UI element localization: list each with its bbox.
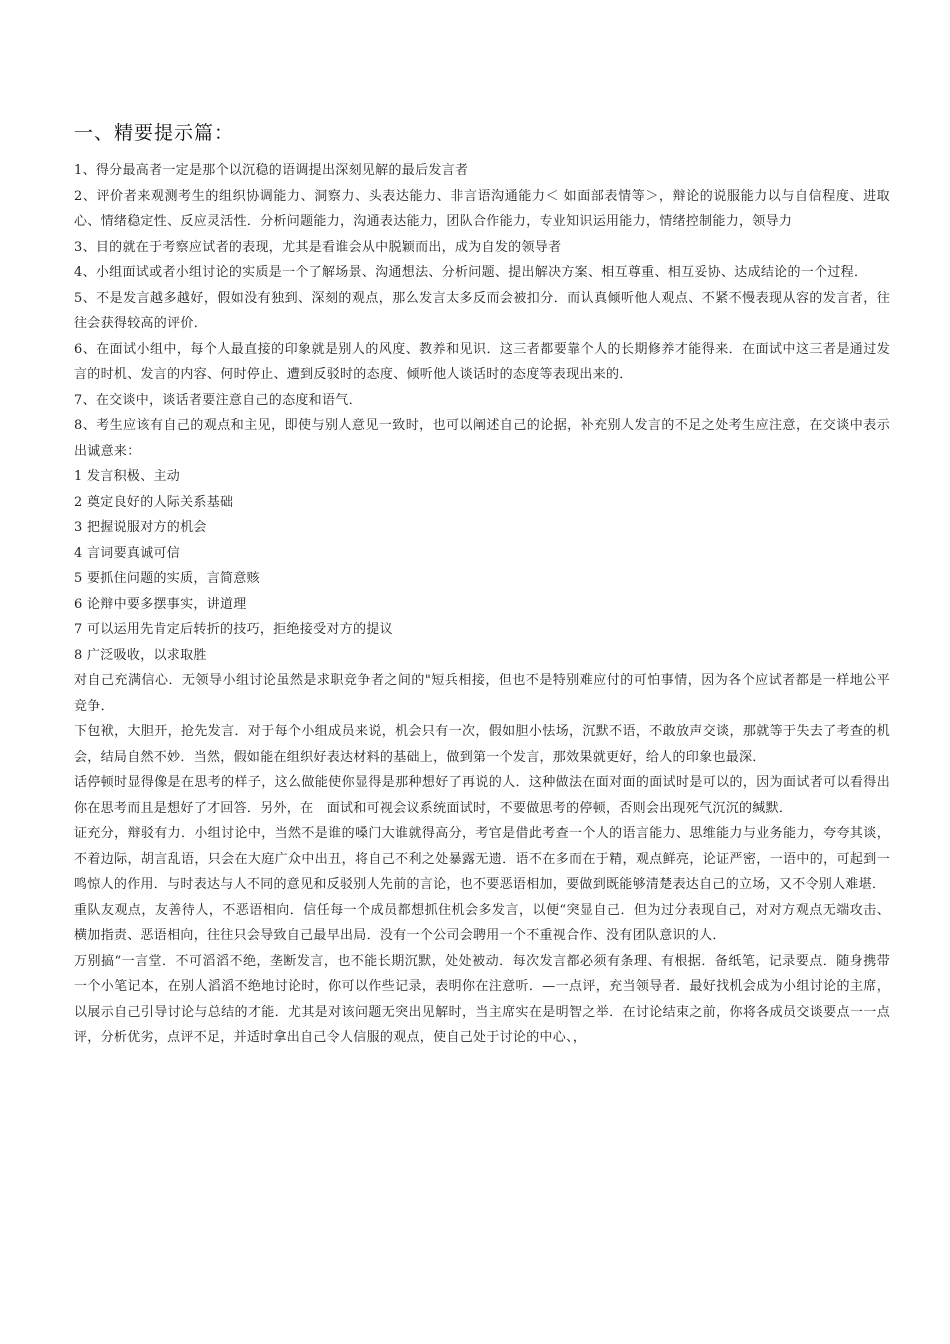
- list-item-7: 7 可以运用先肯定后转折的技巧，拒绝接受对方的提议: [74, 622, 393, 637]
- paragraph-leadership: 万别搞“一言堂．不可滔滔不绝，垄断发言，也不能长期沉默，处处被动．每次发言都必须有条理、有根据．备纸笔，记录要点．随身携带一个小笔记本，在别人滔滔不绝地讨论时，你可以作些记录，表明你在注意听．—一点评，充当领导者．最好找机会成为小组讨论的主席，以展示自己引导讨论与总结的才能．尤其是对该问题无突出见解时，当主席实在是明智之举．在讨论结束之前，你将各成员交谈要点一一点评，分析优劣，点评不足，并适时拿出自己令人信服的观点，使自己处于讨论的中心、，: [74, 953, 890, 1045]
- paragraph-speak-first: 下包袱，大胆开，抢先发言．对于每个小组成员来说，机会只有一次，假如胆小怯场，沉默不语，不敢放声交谈，那就等于失去了考查的机会，结局自然不妙．当然，假如能在组织好表达材料的基础上，做到第一个发言，那效果就更好，给人的印象也最深．: [74, 724, 890, 765]
- paragraph-5: 5、不是发言越多越好，假如没有独到、深刻的观点，那么发言太多反而会被扣分．而认真倾听他人观点、不紧不慢表现从容的发言者，往往会获得较高的评价．: [74, 290, 890, 331]
- list-item-3: 3 把握说服对方的机会: [74, 520, 207, 535]
- paragraph-respect: 重队友观点，友善待人，不恶语相向．信任每一个成员都想抓住机会多发言，以便“突显自己．但为过分表现自己，对对方观点无端攻击、横加指责、恶语相向，往往只会导致自己最早出局．没有一个公司会聘用一个不重视合作、没有团队意识的人．: [74, 902, 890, 943]
- paragraph-8: 8、考生应该有自己的观点和主见，即使与别人意见一致时，也可以阐述自己的论据，补充别人发言的不足之处考生应注意，在交谈中表示出诚意来：: [74, 418, 890, 459]
- paragraph-3: 3、目的就在于考察应试者的表现，尤其是看谁会从中脱颖而出，成为自发的领导者: [74, 239, 562, 255]
- paragraph-7: 7、在交谈中，谈话者要注意自己的态度和语气．: [74, 392, 362, 408]
- document-body: [74, 158, 890, 1051]
- paragraph-confidence: 对自己充满信心．无领导小组讨论虽然是求职竞争者之间的"短兵相接，但也不是特别难应付的可怕事情，因为各个应试者都是一样地公平竞争．: [74, 673, 890, 714]
- paragraph-argument: 证充分，辩驳有力．小组讨论中，当然不是谁的嗓门大谁就得高分，考官是借此考查一个人的语言能力、思维能力与业务能力，夸夸其谈，不着边际，胡言乱语，只会在大庭广众中出丑，将自己不利之处暴露无遗．语不在多而在于精，观点鲜亮，论证严密，一语中的，可起到一鸣惊人的作用．与时表达与人不同的意见和反驳别人先前的言论，也不要恶语相加，要做到既能够清楚表达自己的立场，又不令别人难堪．: [74, 826, 890, 892]
- paragraph-6: 6、在面试小组中，每个人最直接的印象就是别人的风度、教养和见识．这三者都要靠个人的长期修养才能得来．在面试中这三者是通过发言的时机、发言的内容、何时停止、遭到反驳时的态度、倾听他人谈话时的态度等表现出来的．: [74, 341, 890, 382]
- paragraph-2: 2、评价者来观测考生的组织协调能力、洞察力、头表达能力、非言语沟通能力＜ 如面部表情等＞，辩论的说服能力以与自信程度、进取心、情绪稳定性、反应灵活性．分析问题能力，沟通表达能力，团队合作能力，专业知识运用能力，情绪控制能力，领导力: [74, 188, 890, 229]
- section-heading: 一、精要提示篇：: [74, 122, 235, 144]
- list-item-2: 2 奠定良好的人际关系基础: [74, 494, 234, 510]
- paragraph-4: 4、小组面试或者小组讨论的实质是一个了解场景、沟通想法、分析问题、提出解决方案、相互尊重、相互妥协、达成结论的一个过程．: [74, 265, 868, 280]
- list-item-4: 4 言词要真诚可信: [74, 545, 181, 561]
- paragraph-1: 1、得分最高者一定是那个以沉稳的语调提出深刻见解的最后发言者: [74, 163, 469, 178]
- list-item-6: 6 论辩中要多摆事实，讲道理: [74, 596, 247, 612]
- list-item-1: 1 发言积极、主动: [74, 469, 181, 484]
- list-item-8: 8 广泛吸收，以求取胜: [74, 647, 207, 663]
- document-page: [74, 118, 890, 1051]
- list-item-5: 5 要抓住问题的实质，言简意赅: [74, 571, 260, 586]
- paragraph-pause: 话停顿时显得像是在思考的样子，这么做能使你显得是那种想好了再说的人．这种做法在面对面的面试时是可以的，因为面试者可以看得出你在思考而且是想好了才回答．另外，在 面试和可视会议系统面试时，不要做思考的停顿，否则会出现死气沉沉的缄默．: [74, 775, 890, 816]
